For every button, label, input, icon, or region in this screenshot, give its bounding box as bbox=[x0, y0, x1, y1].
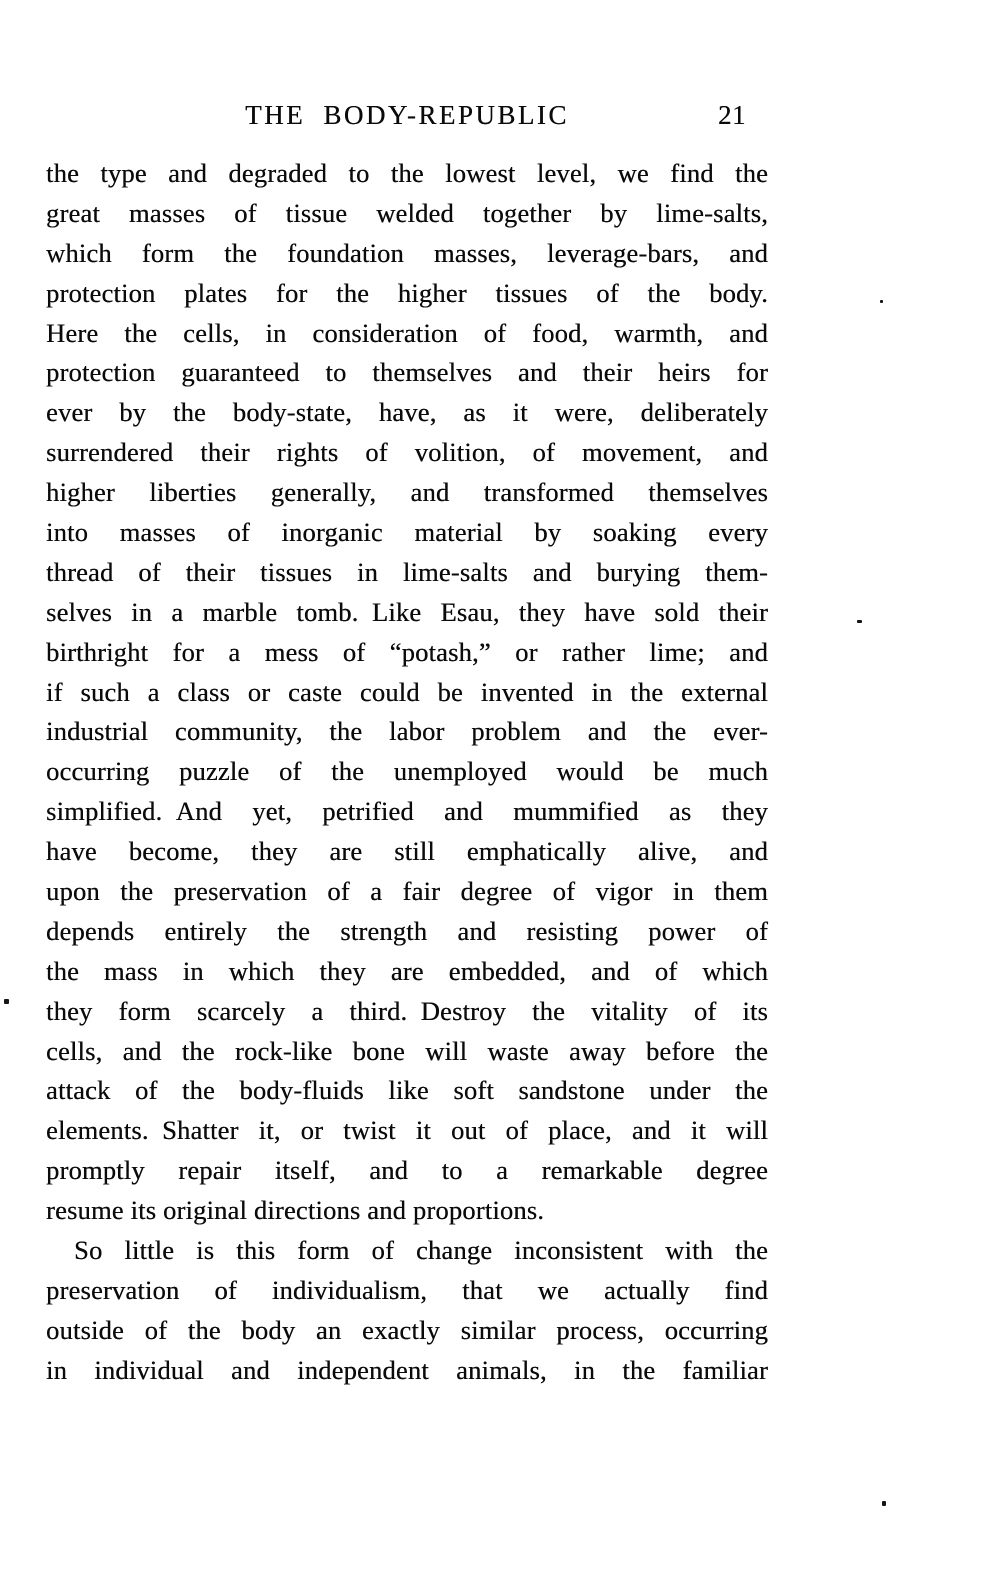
text-line: if such a class or caste could be invented in the external bbox=[46, 676, 768, 707]
text-line: protection guaranteed to themselves and their heirs for bbox=[46, 357, 768, 388]
text-line: higher liberties generally, and transformed themselves bbox=[46, 477, 768, 508]
text-line: occurring puzzle of the unemployed would be much bbox=[46, 756, 768, 787]
text-line: depends entirely the strength and resisting power of bbox=[46, 915, 768, 946]
scan-speck bbox=[882, 1501, 886, 1506]
text-line: birthright for a mess of “potash,” or rather lime; and bbox=[46, 636, 768, 667]
running-header bbox=[46, 100, 768, 134]
text-line: which form the foundation masses, leverage-bars, and bbox=[46, 237, 768, 268]
text-line: elements. Shatter it, or twist it out of place, and it will bbox=[46, 1115, 768, 1146]
text-line: great masses of tissue welded together by lime-salts, bbox=[46, 197, 768, 228]
scan-speck bbox=[4, 999, 9, 1004]
text-line: they form scarcely a third. Destroy the vitality of its bbox=[46, 995, 768, 1026]
text-line: the mass in which they are embedded, and of which bbox=[46, 955, 768, 986]
text-line: preservation of individualism, that we actually find bbox=[46, 1274, 768, 1305]
text-line: in individual and independent animals, in the familiar bbox=[46, 1354, 768, 1385]
scan-speck bbox=[880, 300, 883, 303]
body-text bbox=[46, 154, 768, 1391]
page-number: 21 bbox=[718, 100, 746, 130]
text-line: have become, they are still emphatically alive, and bbox=[46, 836, 768, 867]
text-line: industrial community, the labor problem and the ever- bbox=[46, 716, 768, 747]
text-line: surrendered their rights of volition, of movement, and bbox=[46, 437, 768, 468]
scan-speck bbox=[857, 620, 862, 623]
text-line: So little is this form of change inconsistent with the bbox=[74, 1235, 768, 1266]
text-line: simplified. And yet, petrified and mummified as they bbox=[46, 796, 768, 827]
text-line: into masses of inorganic material by soaking every bbox=[46, 517, 768, 548]
text-line: promptly repair itself, and to a remarkable degree bbox=[46, 1155, 768, 1186]
text-line: cells, and the rock-like bone will waste away before the bbox=[46, 1035, 768, 1066]
text-line: upon the preservation of a fair degree of vigor in them bbox=[46, 876, 768, 907]
text-line: Here the cells, in consideration of food, warmth, and bbox=[46, 317, 768, 348]
text-line: the type and degraded to the lowest level, we find the bbox=[46, 158, 768, 188]
page-title: THE BODY-REPUBLIC bbox=[245, 100, 569, 130]
text-line: selves in a marble tomb. Like Esau, they have sold their bbox=[46, 596, 768, 627]
text-line: protection plates for the higher tissues of the body. bbox=[46, 277, 768, 308]
text-line: thread of their tissues in lime-salts and burying them- bbox=[46, 556, 768, 587]
text-line: resume its original directions and proportions. bbox=[46, 1195, 545, 1226]
text-line: attack of the body-fluids like soft sandstone under the bbox=[46, 1075, 768, 1106]
text-line: outside of the body an exactly similar process, occurring bbox=[46, 1314, 768, 1345]
text-line: ever by the body-state, have, as it were, deliberately bbox=[46, 397, 768, 428]
